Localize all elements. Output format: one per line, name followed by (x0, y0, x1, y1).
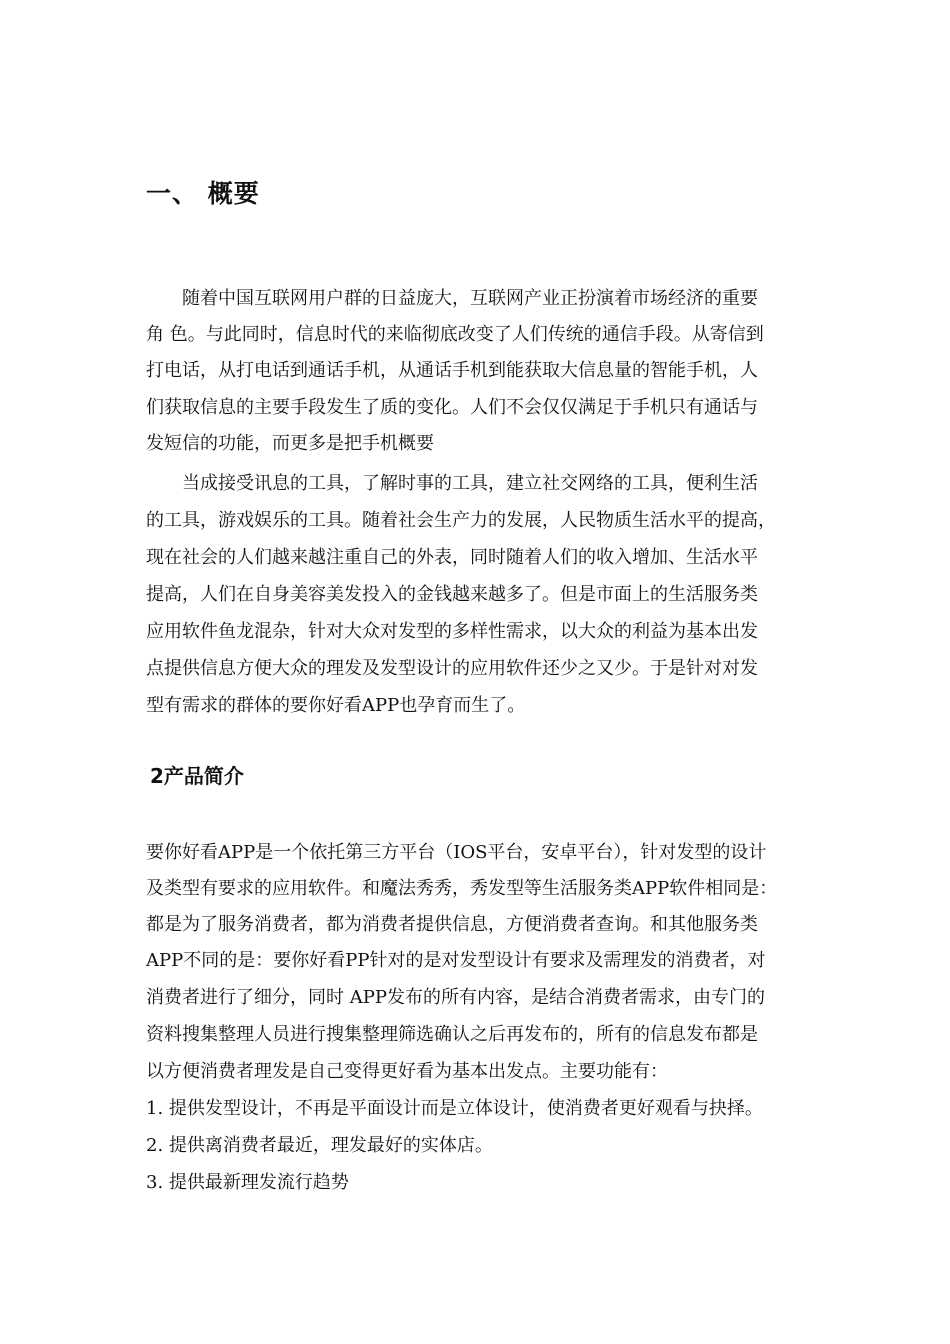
paragraph-line: 要你好看APP是一个依托第三方平台（IOS平台，安卓平台），针对发型的设计 (146, 842, 767, 863)
feature-list-item: 1. 提供发型设计，不再是平面设计而是立体设计，使消费者更好观看与抉择。 (146, 1098, 763, 1119)
paragraph-line: 都是为了服务消费者，都为消费者提供信息，方便消费者查询。和其他服务类 (146, 914, 758, 935)
feature-list-item: 2. 提供离消费者最近，理发最好的实体店。 (146, 1135, 493, 1156)
paragraph-line: 当成接受讯息的工具，了解时事的工具，建立社交网络的工具，便利生活 (182, 473, 758, 494)
paragraph-line: APP不同的是：要你好看PP针对的是对发型设计有要求及需理发的消费者，对 (146, 950, 766, 971)
paragraph-line: 型有需求的群体的要你好看APP也孕育而生了。 (146, 695, 526, 716)
section-heading-product-intro: 2产品简介 (150, 764, 244, 788)
paragraph-line: 发短信的功能，而更多是把手机概要 (146, 433, 434, 454)
paragraph-line: 点提供信息方便大众的理发及发型设计的应用软件还少之又少。于是针对对发 (146, 658, 758, 679)
paragraph-line: 及类型有要求的应用软件。和魔法秀秀，秀发型等生活服务类APP软件相同是： (146, 878, 778, 899)
paragraph-line: 消费者进行了细分，同时 APP发布的所有内容，是结合消费者需求，由专门的 (146, 987, 765, 1008)
paragraph-line: 的工具，游戏娱乐的工具。随着社会生产力的发展，人民物质生活水平的提高， (146, 510, 776, 531)
paragraph-line: 应用软件鱼龙混杂，针对大众对发型的多样性需求，以大众的利益为基本出发 (146, 621, 758, 642)
paragraph-line: 打电话，从打电话到通话手机，从通话手机到能获取大信息量的智能手机，人 (146, 360, 758, 381)
section-heading-overview: 一、 概要 (146, 179, 260, 208)
paragraph-line: 现在社会的人们越来越注重自己的外表，同时随着人们的收入增加、生活水平 (146, 547, 758, 568)
paragraph-line: 以方便消费者理发是自己变得更好看为基本出发点。主要功能有： (146, 1061, 668, 1082)
paragraph-line: 角 色。与此同时，信息时代的来临彻底改变了人们传统的通信手段。从寄信到 (146, 324, 764, 345)
feature-list-item: 3. 提供最新理发流行趋势 (146, 1172, 349, 1193)
paragraph-line: 提高，人们在自身美容美发投入的金钱越来越多了。但是市面上的生活服务类 (146, 584, 758, 605)
paragraph-line: 资料搜集整理人员进行搜集整理筛选确认之后再发布的，所有的信息发布都是 (146, 1024, 758, 1045)
paragraph-line: 随着中国互联网用户群的日益庞大，互联网产业正扮演着市场经济的重要 (182, 288, 758, 309)
paragraph-line: 们获取信息的主要手段发生了质的变化。人们不会仅仅满足于手机只有通话与 (146, 397, 758, 418)
